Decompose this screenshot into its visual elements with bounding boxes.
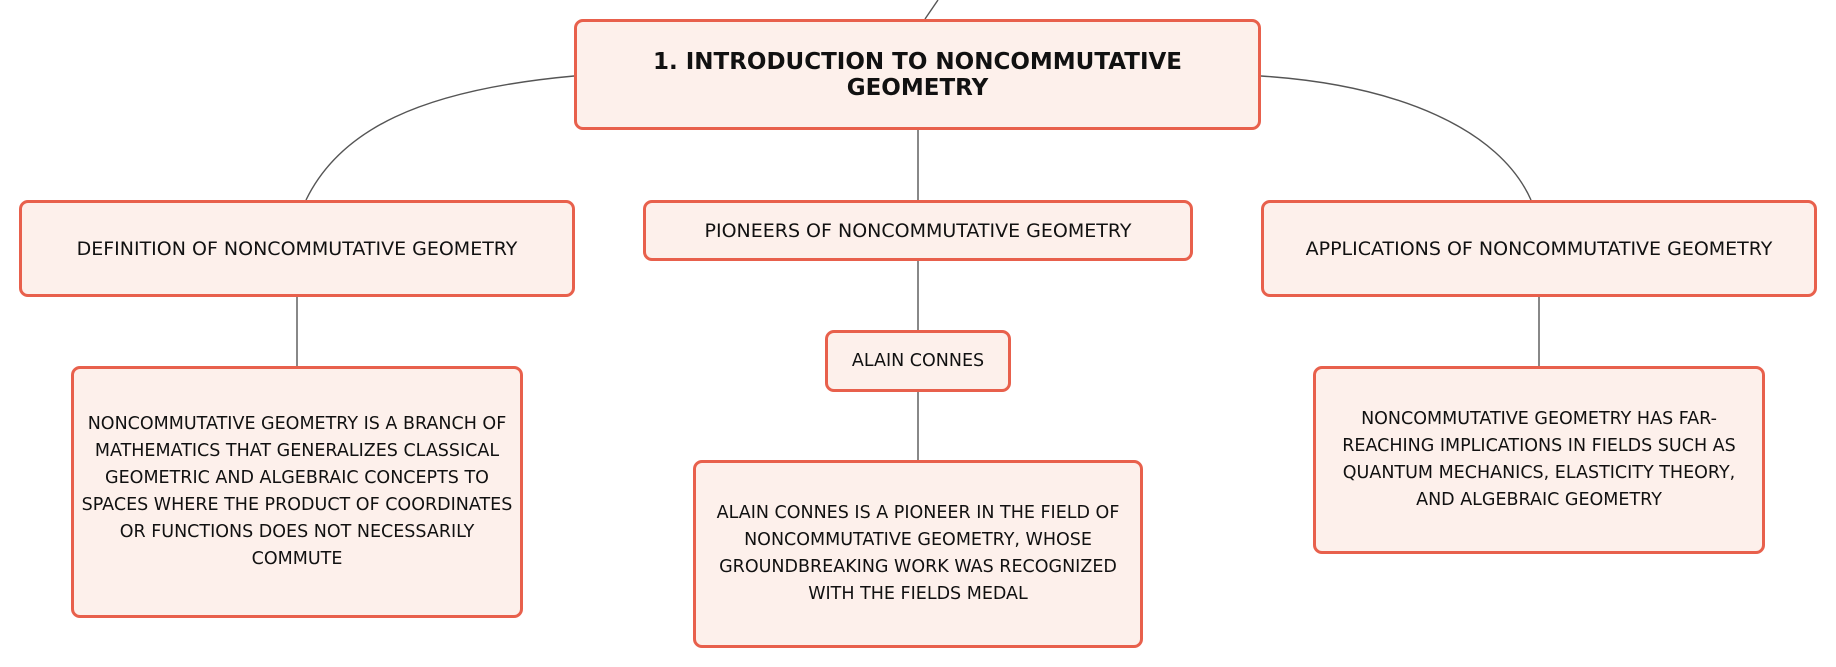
- connector-root-to-applications: [1261, 76, 1531, 200]
- definition-topic-node[interactable]: [19, 200, 575, 297]
- definition-detail-node[interactable]: [71, 366, 523, 618]
- pioneers-topic-node[interactable]: [643, 200, 1193, 261]
- connector-root-to-definition: [306, 76, 574, 200]
- definition-topic-label: DEFINITION OF NONCOMMUTATIVE GEOMETRY: [76, 237, 518, 260]
- alain-connes-detail-text: ALAIN CONNES IS A PIONEER IN THE FIELD OF NONCOMMUTATIVE GEOMETRY, WHOSE GROUNDBREAKING WORK WAS RECOGNIZED WITH THE FIELDS MEDAL: [716, 503, 1120, 604]
- alain-connes-detail-node[interactable]: [693, 460, 1143, 648]
- applications-topic-node[interactable]: [1261, 200, 1817, 297]
- root-topic-node[interactable]: [574, 19, 1261, 130]
- applications-detail-node[interactable]: [1313, 366, 1765, 554]
- definition-detail-text: NONCOMMUTATIVE GEOMETRY IS A BRANCH OF MATHEMATICS THAT GENERALIZES CLASSICAL GEOMETRIC AND ALGEBRAIC CONCEPTS TO SPACES WHERE THE PRODUCT OF COORDINATES OR FUNCTIONS DOES NOT NECESSARILY COMMUTE: [81, 414, 513, 569]
- pioneers-topic-label: PIONEERS OF NONCOMMUTATIVE GEOMETRY: [704, 219, 1132, 242]
- applications-topic-label: APPLICATIONS OF NONCOMMUTATIVE GEOMETRY: [1305, 237, 1773, 260]
- applications-detail-text: NONCOMMUTATIVE GEOMETRY HAS FAR-REACHING IMPLICATIONS IN FIELDS SUCH AS QUANTUM MECHANICS, ELASTICITY THEORY, AND ALGEBRAIC GEOMETRY: [1342, 409, 1736, 510]
- root-topic-label: 1. INTRODUCTION TO NONCOMMUTATIVE GEOMETRY: [652, 48, 1183, 101]
- alain-connes-topic-node[interactable]: [825, 330, 1011, 392]
- alain-connes-topic-label: ALAIN CONNES: [851, 351, 985, 371]
- connector-parent-to-root: [925, 0, 938, 19]
